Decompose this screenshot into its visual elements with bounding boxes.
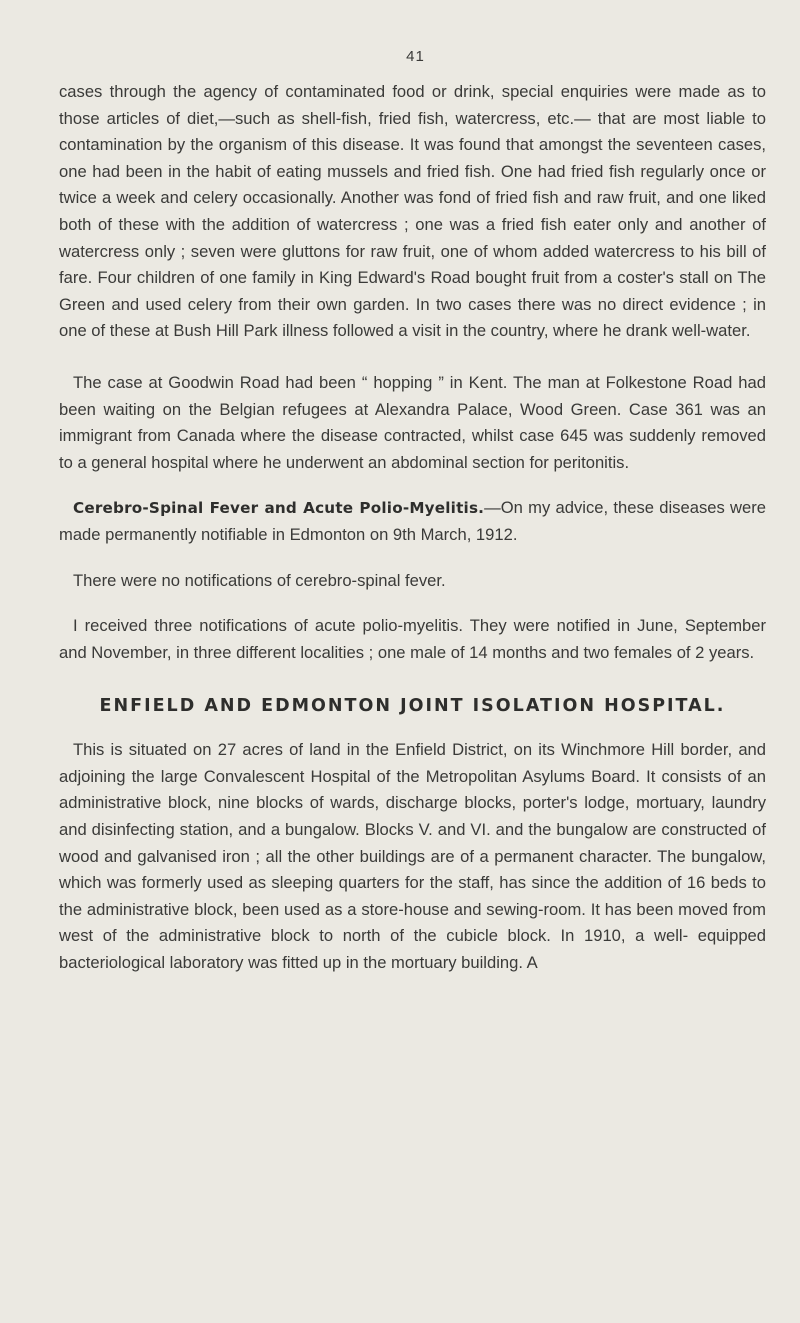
paragraph-no-notifications: There were no notifications of cerebro-spinal fever. xyxy=(73,570,446,590)
paragraph-typhoid-diet-enquiries: cases through the agency of contaminated food or drink, special enquiries were made as to those articles of diet,—such as shell-fish, fried fish, watercress, etc.— that are most liable to contamination by the organism of this disease. It was found that amongst the seventeen cases, one had been in the habit of eating mussels and fried fish. One had fried fish regularly once or twice a week and celery occasionally. Another was fond of fried fish and raw fruit, and one liked both of these with the addition of watercress ; one was a fried fish eater only and another of watercress only ; seven were gluttons for raw fruit, one of whom added watercress to his bill of fare. Four children of one family in King Edward's Road bought fruit from a coster's stall on The Green and used celery from their own garden. In two cases there was no direct evidence ; in one of these at Bush Hill Park illness followed a visit in the country, where he drank well-water. xyxy=(59,82,766,341)
paragraph-cerebro-spinal-text: —On my advice, these diseases were made permanently notifiable in Edmonton on 9th March, 1912. xyxy=(59,498,767,544)
paragraph-polio-notifications: I received three notifications of acute polio-myelitis. They were notified in June, September and November, in three different localities ; one male of 14 months and two females of 2 years. xyxy=(59,616,766,662)
paragraph-hospital-description: This is situated on 27 acres of land in the Enfield District, on its Winchmore Hill border, and adjoining the large Convalescent Hospital of the Metropolitan Asylums Board. It consists of an administrative block, nine blocks of wards, discharge blocks, porter's lodge, mortuary, laundry and disinfecting station, and a bungalow. Blocks V. and VI. and the bungalow are constructed of wood and galvanised iron ; all the other buildings are of a permanent character. The bungalow, which was formerly used as sleeping quarters for the staff, has since the addition of 16 beds to the administrative block, been used as a store-house and sewing-room. It has been moved from west of the administrative block to north of the cubicle block. In 1910, a well- equipped bacteriological laboratory was fitted up in the mortuary building. A xyxy=(59,740,766,973)
run-in-heading-cerebro-spinal: Cerebro-Spinal Fever and Acute Polio-Myelitis. xyxy=(73,499,485,518)
page-number: 41 xyxy=(406,48,425,65)
paragraph-cerebro-spinal xyxy=(59,495,766,548)
paragraph-case-details: The case at Goodwin Road had been “ hopping ” in Kent. The man at Folkestone Road had been waiting on the Belgian refugees at Alexandra Palace, Wood Green. Case 361 was an immigrant from Canada where the disease contracted, whilst case 645 was suddenly removed to a general hospital where he underwent an abdominal section for peritonitis. xyxy=(59,372,766,472)
section-heading-isolation-hospital: ENFIELD AND EDMONTON JOINT ISOLATION HOSPITAL. xyxy=(99,696,726,717)
